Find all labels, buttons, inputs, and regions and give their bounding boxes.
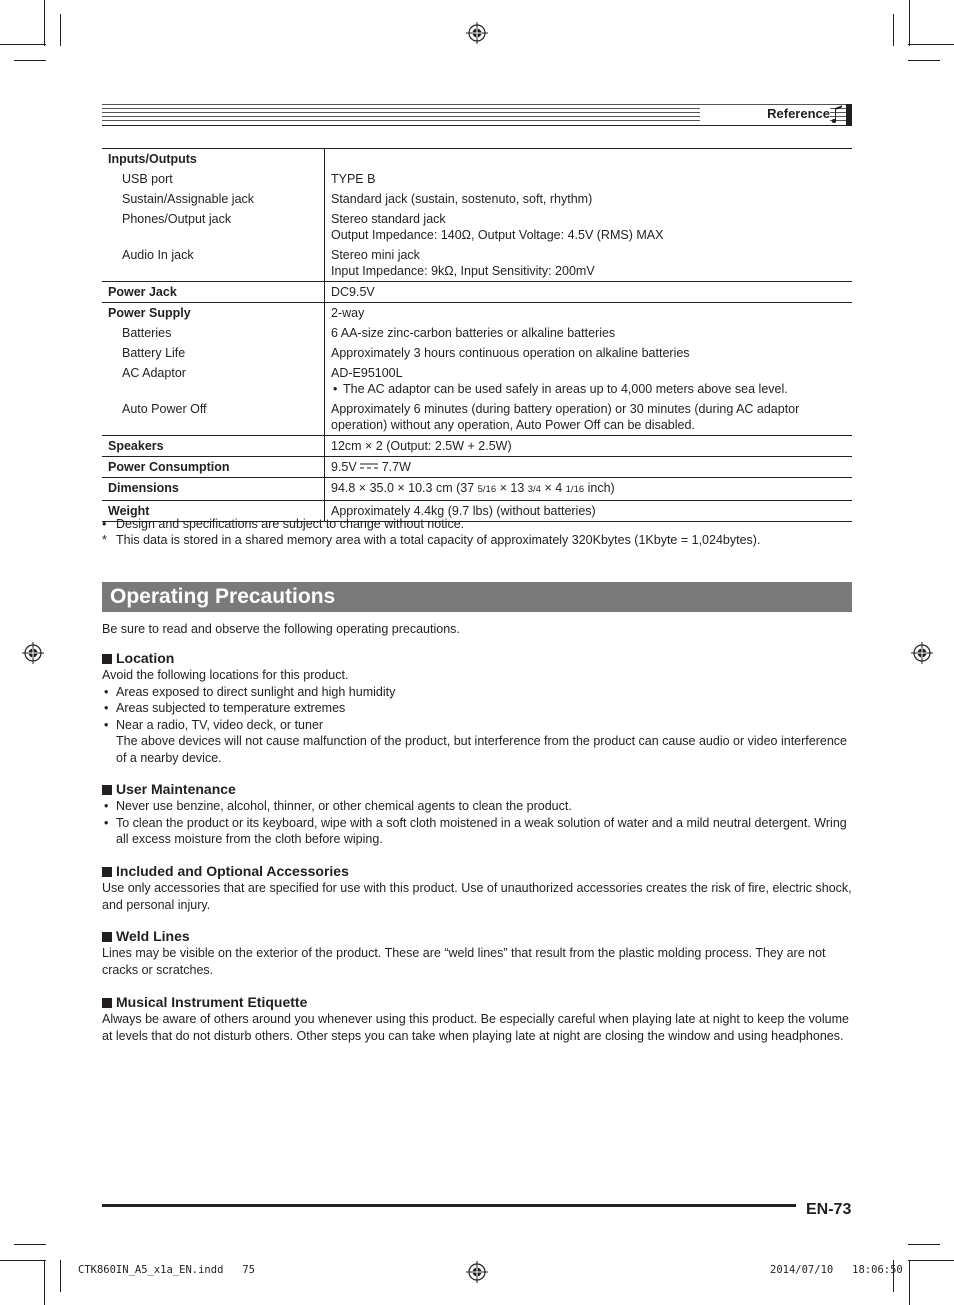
subsection-heading-text: Weld Lines xyxy=(116,928,190,944)
table-value: Approximately 4.4kg (9.7 lbs) (without batteries) xyxy=(325,501,853,522)
square-bullet-icon xyxy=(102,932,112,942)
table-value: DC9.5V xyxy=(325,282,853,303)
table-label: USB port xyxy=(102,169,325,189)
table-label: Auto Power Off xyxy=(102,399,325,436)
table-value: 6 AA-size zinc-carbon batteries or alkaline batteries xyxy=(331,326,616,340)
paragraph: The above devices will not cause malfunction of the product, but interference from the product can cause audio or video interference of a nearby device. xyxy=(116,734,847,765)
list-item: • Never use benzine, alcohol, thinner, or other chemical agents to clean the product. xyxy=(102,798,852,815)
fraction: 3/4 xyxy=(527,484,541,495)
table-value-part: × 13 xyxy=(496,481,528,495)
registration-mark-icon xyxy=(466,22,488,44)
table-row xyxy=(102,363,852,399)
list-item: • Areas subjected to temperature extremes xyxy=(102,700,852,717)
registration-mark-icon xyxy=(911,642,933,664)
table-value: TYPE B xyxy=(331,172,376,186)
table-row xyxy=(102,323,852,343)
square-bullet-icon xyxy=(102,654,112,664)
subsection-heading xyxy=(102,927,852,945)
table-value: 2-way xyxy=(325,303,853,324)
note-text: Design and specifications are subject to change without notice. xyxy=(116,517,465,531)
header-tab-bar xyxy=(846,104,852,126)
table-label: Power Supply xyxy=(102,303,325,324)
square-bullet-icon xyxy=(102,867,112,877)
table-value: 12cm × 2 (Output: 2.5W + 2.5W) xyxy=(325,436,853,457)
footer-rule xyxy=(102,1204,796,1207)
accessories-section xyxy=(102,862,852,913)
table-label: Phones/Output jack xyxy=(102,209,325,245)
table-label: Power Jack xyxy=(102,282,325,303)
table-label: Power Consumption xyxy=(102,457,325,478)
table-row xyxy=(102,189,852,209)
table-row xyxy=(102,478,852,501)
table-value-line: Input Impedance: 9kΩ, Input Sensitivity: 200mV xyxy=(331,264,595,278)
table-value xyxy=(325,478,853,501)
table-value-part: 94.8 × 35.0 × 10.3 cm (37 xyxy=(331,481,478,495)
music-note-icon xyxy=(830,105,844,125)
table-value xyxy=(325,245,853,282)
subsection-heading xyxy=(102,993,852,1011)
table-value-bullet: • The AC adaptor can be used safely in areas up to 4,000 meters above sea level. xyxy=(331,381,846,397)
table-row xyxy=(102,303,852,324)
table-row xyxy=(102,457,852,478)
table-label: Speakers xyxy=(102,436,325,457)
dc-symbol-icon xyxy=(360,462,378,470)
table-row xyxy=(102,436,852,457)
table-value: Standard jack (sustain, sostenuto, soft, rhythm) xyxy=(331,192,593,206)
table-value-part: 9.5V xyxy=(331,460,357,474)
note-item xyxy=(102,516,852,532)
paragraph: Avoid the following locations for this product. xyxy=(102,668,349,682)
spec-notes xyxy=(102,516,852,548)
table-label: Sustain/Assignable jack xyxy=(102,189,325,209)
maintenance-section xyxy=(102,780,852,848)
paragraph: Use only accessories that are specified for use with this product. Use of unauthorized accessories creates the risk of fire, electric shock, and personal injury. xyxy=(102,881,852,912)
section-title-banner: Operating Precautions xyxy=(102,582,852,612)
table-row xyxy=(102,149,852,170)
registration-mark-icon xyxy=(466,1261,488,1283)
table-row xyxy=(102,399,852,436)
subsection-heading-text: Included and Optional Accessories xyxy=(116,863,349,879)
table-value-line: Stereo mini jack xyxy=(331,248,420,262)
note-item xyxy=(102,532,852,548)
subsection-heading-text: Location xyxy=(116,650,175,666)
square-bullet-icon xyxy=(102,785,112,795)
table-value-part: 7.7W xyxy=(381,460,411,474)
table-value-part: inch) xyxy=(584,481,615,495)
list-item: • Areas exposed to direct sunlight and high humidity xyxy=(102,684,852,701)
list-item: • Near a radio, TV, video deck, or tuner xyxy=(102,717,852,734)
slug-date-info: 2014/07/10 18:06:50 xyxy=(770,1264,903,1276)
precautions-intro: Be sure to read and observe the following operating precautions. xyxy=(102,622,460,636)
table-label: Audio In jack xyxy=(102,245,325,282)
table-row xyxy=(102,343,852,363)
subsection-heading-text: Musical Instrument Etiquette xyxy=(116,994,308,1010)
etiquette-section xyxy=(102,993,852,1044)
square-bullet-icon xyxy=(102,998,112,1008)
registration-mark-icon xyxy=(22,642,44,664)
paragraph: Lines may be visible on the exterior of the product. These are “weld lines” that result from the plastic molding process. They are not cracks or scratches. xyxy=(102,946,826,977)
weld-lines-section xyxy=(102,927,852,978)
table-value-line: Stereo standard jack xyxy=(331,212,446,226)
table-row xyxy=(102,282,852,303)
fraction: 1/16 xyxy=(565,484,585,495)
table-value-line: AD-E95100L xyxy=(331,366,403,380)
page-number: EN-73 xyxy=(806,1201,852,1218)
section-label: Reference xyxy=(700,106,830,121)
table-row xyxy=(102,209,852,245)
table-section-heading: Inputs/Outputs xyxy=(102,149,325,170)
table-label: AC Adaptor xyxy=(102,363,325,399)
subsection-heading xyxy=(102,649,852,667)
paragraph: Always be aware of others around you whenever using this product. Be especially careful when playing late at night to keep the volume at levels that do not disturb others. Other steps you can take when playing late at night are closing the window and using headphones. xyxy=(102,1012,849,1043)
specifications-table xyxy=(102,148,852,522)
fraction: 5/16 xyxy=(477,484,497,495)
table-label: Dimensions xyxy=(102,478,325,501)
note-text: This data is stored in a shared memory area with a total capacity of approximately 320Kbytes (1Kbyte = 1,024bytes). xyxy=(116,533,761,547)
table-value: Approximately 3 hours continuous operation on alkaline batteries xyxy=(331,346,690,360)
table-value: Approximately 6 minutes (during battery operation) or 30 minutes (during AC adaptor operation) without any operation, Auto Power Off can be disabled. xyxy=(331,402,800,432)
table-value xyxy=(325,363,853,399)
slug-file-info: CTK860IN_A5_x1a_EN.indd 75 xyxy=(78,1264,256,1276)
table-value xyxy=(325,209,853,245)
table-value-line: Output Impedance: 140Ω, Output Voltage: 4.5V (RMS) MAX xyxy=(331,228,664,242)
table-label: Batteries xyxy=(102,323,325,343)
list-item: • To clean the product or its keyboard, wipe with a soft cloth moistened in a weak solution of water and a mild neutral detergent. Wring all excess moisture from the cloth before wiping. xyxy=(102,815,852,848)
note-mark: • xyxy=(102,517,107,531)
table-row xyxy=(102,169,852,189)
table-label: Weight xyxy=(102,501,325,522)
table-value xyxy=(325,457,853,478)
subsection-heading xyxy=(102,862,852,880)
table-label: Battery Life xyxy=(102,343,325,363)
subsection-heading-text: User Maintenance xyxy=(116,781,236,797)
subsection-heading xyxy=(102,780,852,798)
note-mark: * xyxy=(102,533,107,547)
table-row xyxy=(102,245,852,282)
location-section xyxy=(102,649,852,766)
table-value-part: × 4 xyxy=(540,481,566,495)
